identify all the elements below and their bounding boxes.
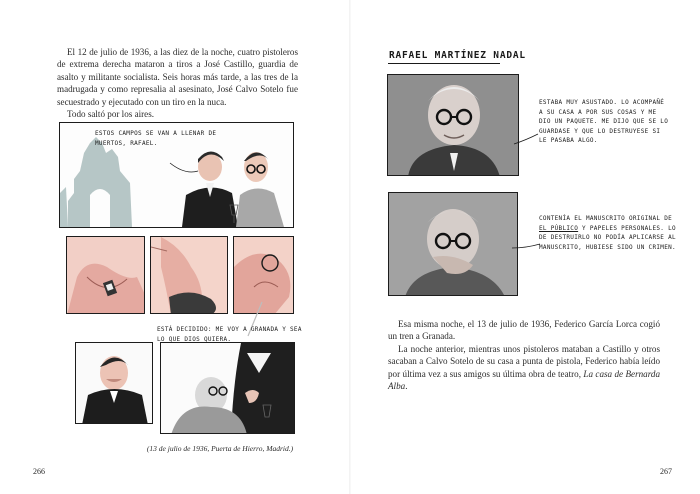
comic-panel-hand-1 [66,236,145,314]
header-underline [388,63,500,64]
portrait-panel-2 [388,192,518,296]
comic-panel-dining [160,342,295,434]
right-paragraph-2-end: . [405,381,408,392]
bubble-2-text-before: CONTENÍA EL MANUSCRITO ORIGINAL DE [539,215,673,222]
panel-hand-1-illustration [67,237,145,314]
portrait-panel-1 [387,74,519,176]
right-paragraph-1: Esa misma noche, el 13 de julio de 1936, Federico García Lorca cogió un tren a Granada. [388,319,660,342]
right-body-text [388,318,660,392]
bubble-tail-1 [510,130,540,150]
portrait-2-illustration [389,193,518,296]
left-page-number: 266 [33,467,45,476]
play-title: La casa de Bernarda Alba [388,368,660,392]
right-header-name: RAFAEL MARTÍNEZ NADAL [389,50,526,61]
left-paragraph-2: Todo saltó por los aires. [67,109,155,120]
left-speech-bubble-2: ESTÁ DECIDIDO: ME VOY A GRANADA Y SEA LO QUE DIOS QUIERA. [157,326,302,343]
bubble-tail-2 [508,238,542,258]
portrait-1-illustration [388,75,519,176]
comic-panel-portrait [75,342,153,424]
right-speech-bubble-1: ESTABA MUY ASUSTADO. LO ACOMPAÑÉ A SU CASA A POR SUS COSAS Y ME DIO UN PAQUETE. ME DIJO QUE SE LO GUARDASE Y QUE LO DESTRUYESE SI LE PASABA ALGO. [539,99,669,144]
left-speech-bubble-1: ESTOS CAMPOS SE VAN A LLENAR DE MUERTOS, RAFAEL. [95,130,217,147]
panel-hand-2-illustration [151,237,228,314]
bubble-2-text-after: Y PAPELES PERSONALES. LO DE DESTRUIRLO NO PODÍA APLICARSE AL MANUSCRITO, HUBIESE SIDO UN CRIMEN. [539,224,676,251]
left-paragraph-1: El 12 de julio de 1936, a las diez de la noche, cuatro pistoleros de extrema derecha mataron a tiros a José Castillo, guardia de asalto y militante socialista. Seis horas más tarde, a las tres de la madrugada y como represalia al asesinato, José Calvo Sotelo fue secuestrado y ejecutado con un tiro en la nuca. [57,47,298,107]
right-page-number: 267 [660,467,672,476]
left-body-text [57,46,298,120]
left-caption: (13 de julio de 1936, Puerta de Hierro, Madrid.) [146,444,294,453]
bubble-2-title: EL PÚBLICO [539,224,579,232]
panel-portrait-illustration [76,343,153,424]
right-paragraph-2 [388,343,660,393]
right-speech-bubble-2 [539,214,679,252]
panel-dining-illustration [161,343,295,434]
right-paragraph-2-text: La noche anterior, mientras unos pistoleros mataban a Castillo y otros sacaban a Calvo Sotelo de su casa a punta de pistola, Federico había leído por última vez a sus amigos su última obra de teatro, [388,343,660,379]
comic-panel-hand-2 [150,236,228,314]
